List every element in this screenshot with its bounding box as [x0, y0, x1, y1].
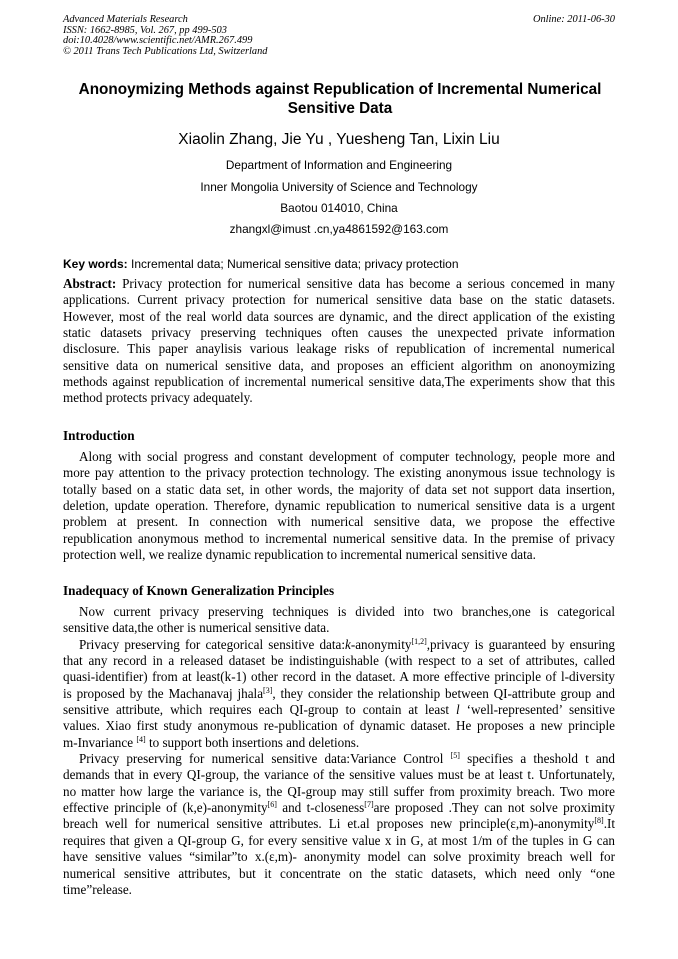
- text-run: is proposed by the Machanavaj jhala: [63, 685, 264, 701]
- citation: [1,2]: [411, 636, 427, 646]
- title-line-1: Anonoymizing Methods against Republication of Incremental Numerical: [78, 81, 602, 98]
- paper-title: [40, 80, 640, 118]
- abstract-line: However, most of the real world data sources are dynamic, and the direct application of the existing: [63, 308, 615, 324]
- citation: [5]: [450, 751, 460, 761]
- body-line: Now current privacy preserving techniques is divided into two branches,one is categorical: [79, 604, 615, 619]
- body-line: [63, 702, 615, 718]
- text-run: ‘well-represented’ sensitive: [459, 702, 615, 718]
- keywords: [63, 257, 459, 271]
- text-run: m-Invariance: [63, 734, 137, 750]
- journal-name: Advanced Materials Research: [63, 14, 188, 25]
- text-run: -anonymity: [350, 636, 412, 652]
- intro-line: deletion, update operation. Therefore, dynamic republication to numerical sensitive data is a urgent: [63, 498, 615, 514]
- text-run: .It: [603, 816, 615, 832]
- text-run: k: [345, 636, 351, 652]
- body-line: that any record in a released dataset be indistinguishable (with respect to a set of attributes, called: [63, 653, 615, 669]
- body-line: have sensitive values “similar”to x.(ε,m)- anonymity model can solve proximity breach well for: [63, 849, 615, 865]
- text-run: specifies a theshold t and: [459, 751, 615, 767]
- abstract-line: methods against republication of incremental numerical sensitive data,The experiments show that this: [63, 374, 615, 390]
- abstract-label: Abstract:: [63, 276, 117, 291]
- text-run: l: [456, 702, 460, 718]
- abstract: [63, 276, 615, 407]
- introduction-paragraph: [63, 449, 615, 563]
- abstract-line: sensitive data on numerical sensitive data, and proposes an efficient algorithm on anonoymizing: [63, 357, 615, 373]
- text-run: Privacy preserving for categorical sensitive data:: [79, 636, 345, 652]
- citation: [7]: [364, 800, 374, 810]
- author-list: Xiaolin Zhang, Jie Yu , Yuesheng Tan, Lixin Liu: [178, 131, 500, 148]
- body-line: [63, 637, 615, 653]
- citation: [8]: [594, 816, 604, 826]
- text-run: ,privacy is guaranteed by ensuring: [426, 636, 615, 652]
- abstract-line: Privacy protection for numerical sensitive data has become a serious concemed in many: [116, 276, 615, 291]
- affiliation-university: Inner Mongolia University of Science and Technology: [200, 180, 478, 194]
- intro-line: problem at present. In connection with numerical sensitive data, we propose the effective: [63, 514, 615, 530]
- body-line: time”release.: [63, 881, 132, 897]
- body-line: sensitive data,the other is numerical sensitive data.: [63, 620, 330, 636]
- text-run: breach well for numerical sensitive attributes. Li et.al proposes new principle(ε,m)-anonymity: [63, 816, 595, 832]
- intro-line: totally based on a static data set, in other words, the majority of data set not support data insertion,: [63, 481, 615, 497]
- affiliation-email: zhangxl@imust .cn,ya4861592@163.com: [229, 222, 449, 236]
- body-line: no matter how large the variance is, the QI-group may still suffer from proximity breach. Two more: [63, 783, 615, 799]
- text-run: sensitive attribute, which requires each QI-group to contain at least: [63, 702, 456, 718]
- body-line: demands that in every QI-group, the variance of the sensitive values must be at least t. Unfortunately,: [63, 767, 615, 783]
- text-run: are proposed .They can not solve proximity: [373, 800, 616, 816]
- intro-line: more pay attention to the privacy protection technology. The existing anonymous issue technology is: [63, 465, 615, 481]
- journal-header: [63, 15, 615, 57]
- text-run: and t-closeness: [276, 800, 365, 816]
- citation: [4]: [136, 734, 146, 744]
- body-line: [63, 686, 615, 702]
- body-line: numerical sensitive attributes, but it concentrate on the static datasets, which need only “one: [63, 865, 615, 881]
- body-line: [63, 800, 615, 816]
- abstract-line: static datasets privacy preserving techniques often causes the unexpected private information: [63, 325, 615, 341]
- title-line-2: Sensitive Data: [287, 100, 393, 117]
- intro-line: republication anonymous method to incremental numerical sensitive data. In the premise of privacy: [63, 530, 615, 546]
- body-line: [63, 816, 615, 832]
- doi-line: doi:10.4028/www.scientific.net/AMR.267.499: [63, 35, 253, 46]
- text-run: , they consider the relationship between QI-attribute group and: [272, 685, 615, 701]
- copyright-line: © 2011 Trans Tech Publications Ltd, Switzerland: [63, 45, 268, 57]
- section-heading-introduction: Introduction: [63, 428, 135, 443]
- text-run: effective principle of (k,e)-anonymity: [63, 800, 268, 816]
- text-run: to support both insertions and deletions.: [145, 734, 360, 750]
- affiliation-city: Baotou 014010, China: [280, 201, 398, 215]
- citation: [6]: [267, 800, 277, 810]
- intro-line: Along with social progress and constant development of computer technology, people more and: [79, 449, 615, 464]
- abstract-line: disclosure. This paper anaylisis various leakage risks of republication of incremental numerical: [63, 341, 615, 357]
- abstract-line: applications. Current privacy protection for numerical sensitive data base on the static datasets.: [63, 292, 615, 308]
- body-line: values. Xiao first study anonymous re-publication of dynamic dataset. He proposes a new principle: [63, 718, 615, 734]
- keywords-text: Incremental data; Numerical sensitive data; privacy protection: [127, 257, 459, 271]
- text-run: [63, 276, 615, 292]
- citation: [3]: [263, 685, 273, 695]
- body-line: [63, 751, 615, 767]
- text-run: Privacy preserving for numerical sensitive data:Variance Control: [79, 751, 451, 767]
- section-heading-inadequacy: Inadequacy of Known Generalization Principles: [63, 583, 335, 598]
- intro-line: protection well, we realize dynamic republication to incremental numerical sensitive data.: [63, 547, 536, 563]
- issn-line: ISSN: 1662-8985, Vol. 267, pp 499-503: [63, 24, 227, 36]
- affiliation-department: Department of Information and Engineering: [225, 158, 453, 172]
- body-line: quasi-identifier) from at least(k-1) other record in the dataset. A more effective principle of l-diversity: [63, 669, 615, 685]
- abstract-line: method protects privacy adequately.: [63, 390, 253, 406]
- inadequacy-body: [63, 604, 615, 898]
- body-line: requires that given a QI-group G, for every sensitive value x in G, at most 1/m of the tuples in G can: [63, 832, 615, 848]
- keywords-label: Key words:: [63, 257, 128, 271]
- body-line: [63, 735, 615, 751]
- online-date: Online: 2011-06-30: [532, 14, 615, 25]
